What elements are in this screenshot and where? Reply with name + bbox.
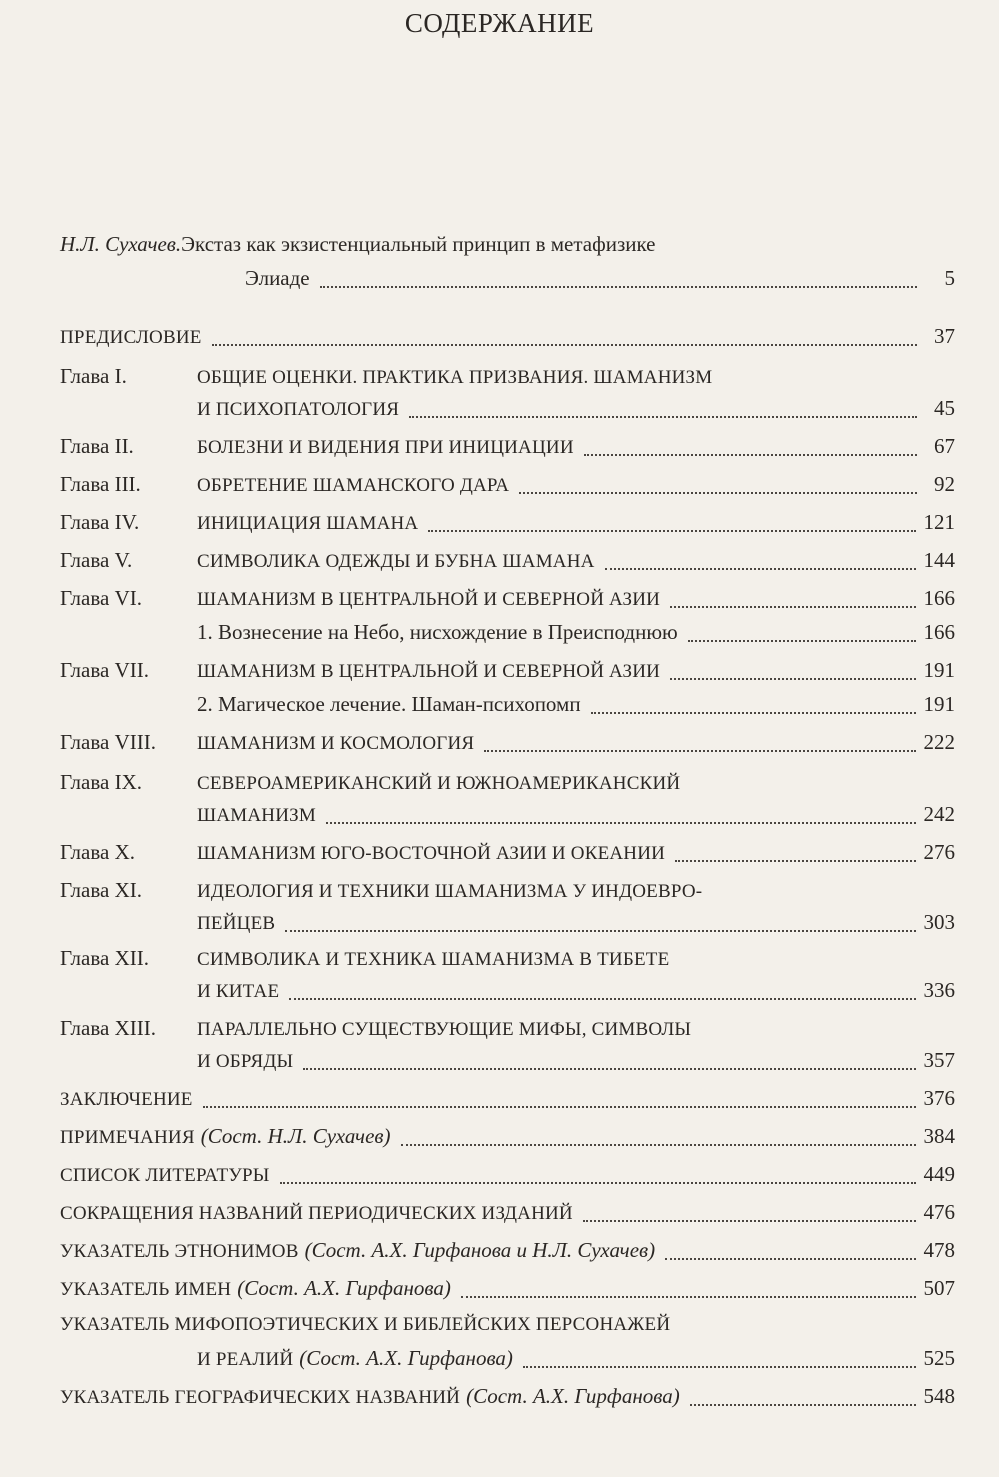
entry-title: ПРИМЕЧАНИЯ	[60, 1127, 195, 1148]
entry-title: СОКРАЩЕНИЯ НАЗВАНИЙ ПЕРИОДИЧЕСКИХ ИЗДАНИЙ	[60, 1203, 573, 1224]
toc-line[interactable]	[60, 620, 955, 650]
entry-title: СПИСОК ЛИТЕРАТУРЫ	[60, 1165, 270, 1186]
page-number: 92	[934, 472, 955, 496]
chapter-label: Глава VIII.	[60, 730, 156, 754]
dot-leader	[409, 416, 917, 418]
toc-line[interactable]	[60, 1384, 955, 1414]
entry-title: 1. Вознесение на Небо, нисхождение в Преисподнюю	[197, 620, 678, 644]
entry-title: ШАМАНИЗМ ЮГО-ВОСТОЧНОЙ АЗИИ И ОКЕАНИИ	[197, 843, 666, 864]
entry-title: УКАЗАТЕЛЬ ИМЕН	[60, 1279, 232, 1300]
entry-title: УКАЗАТЕЛЬ МИФОПОЭТИЧЕСКИХ И БИБЛЕЙСКИХ ПЕРСОНАЖЕЙ	[60, 1314, 671, 1335]
chapter-label: Глава IV.	[60, 510, 140, 534]
toc-line[interactable]	[60, 1238, 955, 1268]
toc-line[interactable]	[60, 730, 955, 760]
dot-leader	[519, 492, 917, 494]
dot-leader	[690, 1404, 916, 1406]
toc-line[interactable]	[60, 1016, 955, 1046]
dot-leader	[670, 678, 915, 680]
page-number: 478	[923, 1238, 955, 1262]
page-number: 242	[923, 802, 955, 826]
dot-leader	[212, 344, 917, 346]
dot-leader	[285, 930, 915, 932]
page-number: 222	[923, 730, 955, 754]
dot-leader	[401, 1144, 916, 1146]
toc-line[interactable]	[60, 658, 955, 688]
page-number: 384	[923, 1124, 955, 1148]
toc-line[interactable]	[60, 1276, 955, 1306]
entry-title: Элиаде	[245, 266, 310, 290]
toc-line[interactable]	[60, 586, 955, 616]
entry-title: ОБРЕТЕНИЕ ШАМАНСКОГО ДАРА	[197, 475, 510, 496]
page-number: 67	[934, 434, 955, 458]
toc-line[interactable]	[60, 1162, 955, 1192]
entry-author: Н.Л. Сухачев.	[60, 232, 182, 256]
chapter-label: Глава VI.	[60, 586, 142, 610]
page-number: 5	[944, 266, 955, 290]
page-title: СОДЕРЖАНИЕ	[404, 8, 595, 38]
dot-leader	[584, 454, 917, 456]
dot-leader	[583, 1220, 916, 1222]
chapter-label: Глава III.	[60, 472, 141, 496]
entry-title: БОЛЕЗНИ И ВИДЕНИЯ ПРИ ИНИЦИАЦИИ	[197, 437, 574, 458]
page-number: 303	[923, 910, 955, 934]
entry-title: ПЕЙЦЕВ	[197, 913, 276, 934]
toc-line[interactable]	[60, 266, 955, 296]
toc-line[interactable]	[60, 1200, 955, 1230]
dot-leader	[203, 1106, 916, 1108]
entry-author: (Сост. А.Х. Гирфанова)	[237, 1276, 451, 1300]
page-number: 166	[923, 620, 955, 644]
chapter-label: Глава X.	[60, 840, 135, 864]
dot-leader	[670, 606, 915, 608]
entry-title: ШАМАНИЗМ В ЦЕНТРАЛЬНОЙ И СЕВЕРНОЙ АЗИИ	[197, 661, 661, 682]
entry-title: И ОБРЯДЫ	[197, 1051, 294, 1072]
page-number: 191	[923, 658, 955, 682]
page-number: 144	[923, 548, 955, 572]
entry-title: ШАМАНИЗМ В ЦЕНТРАЛЬНОЙ И СЕВЕРНОЙ АЗИИ	[197, 589, 661, 610]
dot-leader	[523, 1366, 916, 1368]
entry-title: ИДЕОЛОГИЯ И ТЕХНИКИ ШАМАНИЗМА У ИНДОЕВРО-	[197, 881, 703, 902]
entry-title: И РЕАЛИЙ	[197, 1349, 294, 1370]
toc-line[interactable]	[60, 1314, 955, 1344]
toc-line[interactable]	[60, 472, 955, 502]
page-number: 507	[923, 1276, 955, 1300]
entry-title: 2. Магическое лечение. Шаман-психопомп	[197, 692, 581, 716]
chapter-label: Глава II.	[60, 434, 134, 458]
dot-leader	[289, 998, 915, 1000]
toc-line[interactable]	[60, 1048, 955, 1078]
dot-leader	[461, 1296, 916, 1298]
toc-line[interactable]	[60, 434, 955, 464]
dot-leader	[665, 1258, 915, 1260]
chapter-label: Глава XI.	[60, 878, 142, 902]
dot-leader	[591, 712, 916, 714]
toc-line[interactable]	[60, 1086, 955, 1116]
entry-author: (Сост. А.Х. Гирфанова и Н.Л. Сухачев)	[304, 1238, 656, 1262]
toc-line[interactable]	[60, 878, 955, 908]
toc-line[interactable]	[60, 232, 955, 262]
entry-author: (Сост. А.Х. Гирфанова)	[466, 1384, 680, 1408]
dot-leader	[303, 1068, 915, 1070]
dot-leader	[428, 530, 915, 532]
page-number: 525	[923, 1346, 955, 1370]
toc-line[interactable]	[60, 946, 955, 976]
entry-title: СЕВЕРОАМЕРИКАНСКИЙ И ЮЖНОАМЕРИКАНСКИЙ	[197, 773, 681, 794]
toc-line[interactable]	[60, 396, 955, 426]
toc-line[interactable]	[60, 840, 955, 870]
toc-line[interactable]	[60, 978, 955, 1008]
dot-leader	[675, 860, 915, 862]
toc-line[interactable]	[60, 324, 955, 354]
dot-leader	[326, 822, 916, 824]
page-number: 121	[923, 510, 955, 534]
page-number: 357	[923, 1048, 955, 1072]
entry-title: ЗАКЛЮЧЕНИЕ	[60, 1089, 193, 1110]
entry-title: ШАМАНИЗМ И КОСМОЛОГИЯ	[197, 733, 475, 754]
page-number: 548	[923, 1384, 955, 1408]
page-number: 276	[923, 840, 955, 864]
toc-line[interactable]	[60, 510, 955, 540]
dot-leader	[280, 1182, 916, 1184]
page-number: 191	[923, 692, 955, 716]
chapter-label: Глава V.	[60, 548, 133, 572]
page-number: 336	[923, 978, 955, 1002]
entry-title: УКАЗАТЕЛЬ ЭТНОНИМОВ	[60, 1241, 299, 1262]
chapter-label: Глава XII.	[60, 946, 149, 970]
chapter-label: Глава IX.	[60, 770, 142, 794]
toc-line[interactable]	[60, 910, 955, 940]
entry-title: ОБЩИЕ ОЦЕНКИ. ПРАКТИКА ПРИЗВАНИЯ. ШАМАНИЗМ	[197, 367, 713, 388]
entry-title: ПАРАЛЛЕЛЬНО СУЩЕСТВУЮЩИЕ МИФЫ, СИМВОЛЫ	[197, 1019, 692, 1040]
page-number: 376	[923, 1086, 955, 1110]
chapter-label: Глава I.	[60, 364, 127, 388]
page-number: 476	[923, 1200, 955, 1224]
page-number: 37	[934, 324, 955, 348]
entry-title: ИНИЦИАЦИЯ ШАМАНА	[197, 513, 419, 534]
dot-leader	[484, 750, 915, 752]
toc-line[interactable]	[60, 364, 955, 394]
dot-leader	[688, 640, 916, 642]
entry-author: (Сост. А.Х. Гирфанова)	[299, 1346, 513, 1370]
dot-leader	[605, 568, 916, 570]
chapter-label: Глава XIII.	[60, 1016, 156, 1040]
entry-title: Экстаз как экзистенциальный принцип в метафизике	[181, 232, 656, 256]
entry-title: И КИТАЕ	[197, 981, 280, 1002]
entry-title: СИМВОЛИКА И ТЕХНИКА ШАМАНИЗМА В ТИБЕТЕ	[197, 949, 670, 970]
page-number: 449	[923, 1162, 955, 1186]
entry-author: (Сост. Н.Л. Сухачев)	[200, 1124, 391, 1148]
toc-line[interactable]	[60, 802, 955, 832]
entry-title: ПРЕДИСЛОВИЕ	[60, 327, 202, 348]
dot-leader	[320, 286, 917, 288]
entry-title: ШАМАНИЗМ	[197, 805, 316, 826]
page-number: 166	[923, 586, 955, 610]
toc-line[interactable]	[60, 548, 955, 578]
toc-line[interactable]	[60, 1346, 955, 1376]
page-number: 45	[934, 396, 955, 420]
toc-line[interactable]	[60, 770, 955, 800]
toc-line[interactable]	[60, 692, 955, 722]
entry-title: И ПСИХОПАТОЛОГИЯ	[197, 399, 400, 420]
toc-line[interactable]	[60, 1124, 955, 1154]
chapter-label: Глава VII.	[60, 658, 149, 682]
entry-title: СИМВОЛИКА ОДЕЖДЫ И БУБНА ШАМАНА	[197, 551, 595, 572]
entry-title: УКАЗАТЕЛЬ ГЕОГРАФИЧЕСКИХ НАЗВАНИЙ	[60, 1387, 461, 1408]
